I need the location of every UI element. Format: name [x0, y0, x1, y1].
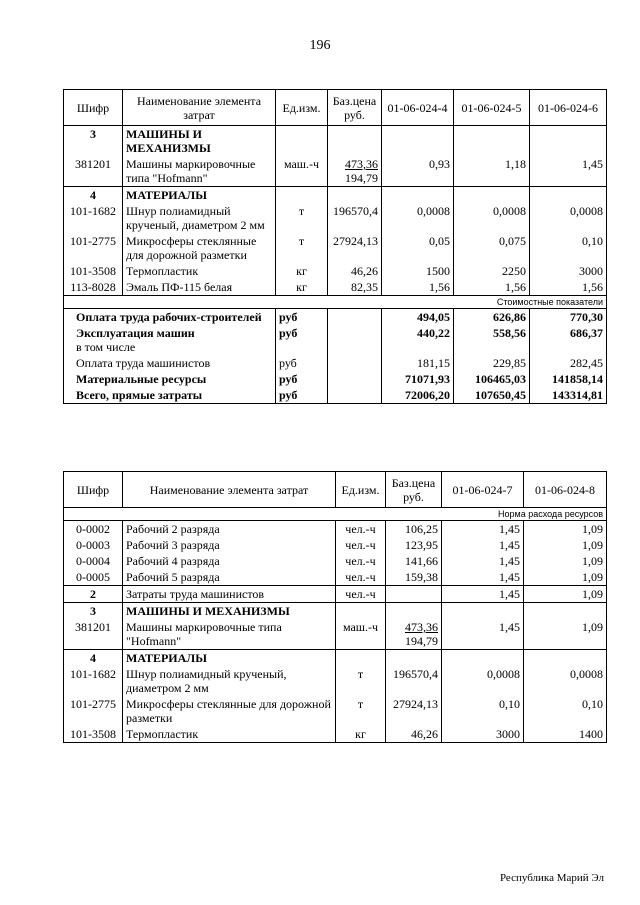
rate-value: 0,05	[382, 233, 454, 263]
resource-unit: т	[336, 666, 386, 696]
resource-unit: т	[276, 203, 328, 233]
cost-value: 107650,45	[454, 387, 530, 404]
section-title: МАТЕРИАЛЫ	[123, 650, 336, 667]
cost-name: Оплата труда машинистов	[64, 355, 276, 371]
rate-value: 0,0008	[442, 666, 524, 696]
resource-table-1	[63, 89, 607, 404]
rate-value: 1,45	[442, 569, 524, 586]
rate-value: 0,0008	[530, 203, 607, 233]
resource-name: Шнур полиамидный крученый, диаметром 2 мм	[123, 203, 276, 233]
col-header-rate: 01-06-024-7	[442, 472, 524, 508]
cost-unit: руб	[276, 325, 328, 355]
resource-name: Рабочий 2 разряда	[123, 521, 336, 538]
table-row	[64, 666, 607, 696]
resource-price: 27924,13	[386, 696, 442, 726]
rate-value: 3000	[442, 726, 524, 743]
price-wage: 194,79	[405, 634, 438, 648]
resource-price: 106,25	[386, 521, 442, 538]
rate-value: 0,0008	[454, 203, 530, 233]
section-title: МАТЕРИАЛЫ	[123, 187, 276, 204]
rate-value: 0,10	[524, 696, 607, 726]
resource-unit: т	[276, 233, 328, 263]
table-row	[64, 569, 607, 586]
resource-code: 381201	[64, 156, 123, 187]
resource-unit: маш.-ч	[276, 156, 328, 187]
col-header-price: Баз.цена руб.	[328, 90, 382, 126]
table-row	[64, 553, 607, 569]
table-row	[64, 521, 607, 538]
col-header-unit: Ед.изм.	[336, 472, 386, 508]
col-header-rate: 01-06-024-6	[530, 90, 607, 126]
cost-name-cell	[64, 325, 276, 355]
resource-unit: чел.-ч	[336, 521, 386, 538]
cost-value: 106465,03	[454, 371, 530, 387]
col-header-code: Шифр	[64, 90, 123, 126]
section-row	[64, 126, 607, 157]
resource-name: Рабочий 4 разряда	[123, 553, 336, 569]
page-footer: Республика Марий Эл	[499, 872, 604, 884]
resource-price: 196570,4	[328, 203, 382, 233]
rate-value: 0,075	[454, 233, 530, 263]
resource-unit: кг	[336, 726, 386, 743]
resource-code: 113-8028	[64, 279, 123, 296]
cost-row	[64, 387, 607, 404]
cost-name: Эксплуатация машин	[76, 326, 195, 340]
rate-value: 1,45	[442, 537, 524, 553]
section-number: 4	[64, 187, 123, 204]
resource-price: 141,66	[386, 553, 442, 569]
section-number: 3	[64, 603, 123, 620]
resource-price: 46,26	[386, 726, 442, 743]
cost-value: 494,05	[382, 309, 454, 326]
cost-value: 143314,81	[530, 387, 607, 404]
resource-price	[386, 619, 442, 650]
resource-unit: чел.-ч	[336, 586, 386, 603]
section-number: 3	[64, 126, 123, 157]
rate-value: 1,09	[524, 569, 607, 586]
table-row	[64, 726, 607, 743]
cost-row	[64, 325, 607, 355]
cost-name: Оплата труда рабочих-строителей	[64, 309, 276, 326]
col-header-name: Наименование элемента затрат	[123, 472, 336, 508]
cost-value: 71071,93	[382, 371, 454, 387]
rate-value: 1,56	[382, 279, 454, 296]
section-row	[64, 650, 607, 667]
table-row	[64, 537, 607, 553]
resource-price	[328, 156, 382, 187]
rate-value: 1,09	[524, 537, 607, 553]
resource-table-2	[63, 471, 607, 743]
col-header-name: Наименование элемента затрат	[123, 90, 276, 126]
rate-value: 3000	[530, 263, 607, 279]
resource-code: 101-1682	[64, 203, 123, 233]
resource-name: Термопластик	[123, 263, 276, 279]
rate-value: 1,09	[524, 586, 607, 603]
table-row	[64, 619, 607, 650]
subheader-row	[64, 296, 607, 309]
section-title: МАШИНЫ И МЕХАНИЗМЫ	[123, 126, 276, 157]
cost-value: 770,30	[530, 309, 607, 326]
table-row	[64, 696, 607, 726]
cost-unit: руб	[276, 355, 328, 371]
price-total: 473,36	[405, 620, 438, 634]
table-row	[64, 263, 607, 279]
resource-code: 101-3508	[64, 726, 123, 743]
section-number: 4	[64, 650, 123, 667]
cost-value: 72006,20	[382, 387, 454, 404]
table-row	[64, 233, 607, 263]
rate-value: 1,09	[524, 619, 607, 650]
rate-value: 1,09	[524, 553, 607, 569]
resource-code: 101-3508	[64, 263, 123, 279]
resource-code: 101-2775	[64, 696, 123, 726]
cost-value: 440,22	[382, 325, 454, 355]
cost-subnote: в том числе	[76, 340, 136, 354]
cost-value: 686,37	[530, 325, 607, 355]
cost-row	[64, 355, 607, 371]
rate-value: 1,09	[524, 521, 607, 538]
resource-unit: чел.-ч	[336, 569, 386, 586]
rate-value: 2250	[454, 263, 530, 279]
resource-name: Машины маркировочные типа "Hofmann"	[123, 619, 336, 650]
col-header-rate: 01-06-024-8	[524, 472, 607, 508]
table-header-row	[64, 90, 607, 126]
rate-value: 1,45	[442, 619, 524, 650]
resource-code: 0-0002	[64, 521, 123, 538]
section-row	[64, 187, 607, 204]
table-row	[64, 203, 607, 233]
rate-value: 1400	[524, 726, 607, 743]
cost-value: 181,15	[382, 355, 454, 371]
col-header-unit: Ед.изм.	[276, 90, 328, 126]
resource-name: Машины маркировочные типа "Hofmann"	[123, 156, 276, 187]
rate-value: 1,45	[442, 553, 524, 569]
resource-name: Рабочий 5 разряда	[123, 569, 336, 586]
cost-name: Всего, прямые затраты	[64, 387, 276, 404]
cost-unit: руб	[276, 309, 328, 326]
section-row	[64, 586, 607, 603]
page-number: 196	[309, 38, 331, 53]
cost-unit: руб	[276, 371, 328, 387]
cost-indicators-label: Стоимостные показатели	[64, 296, 607, 309]
rate-value: 1500	[382, 263, 454, 279]
resource-code: 101-1682	[64, 666, 123, 696]
rate-value: 1,56	[454, 279, 530, 296]
cost-value: 282,45	[530, 355, 607, 371]
resource-unit: маш.-ч	[336, 619, 386, 650]
resource-name: Рабочий 3 разряда	[123, 537, 336, 553]
section-number: 2	[64, 586, 123, 603]
col-header-rate: 01-06-024-5	[454, 90, 530, 126]
rate-value: 0,0008	[524, 666, 607, 696]
resource-name: Микросферы стеклянные для дорожной разметки	[123, 696, 336, 726]
resource-price: 27924,13	[328, 233, 382, 263]
resource-unit: чел.-ч	[336, 553, 386, 569]
cost-row	[64, 309, 607, 326]
resource-price: 82,35	[328, 279, 382, 296]
table-row	[64, 279, 607, 296]
resource-unit: чел.-ч	[336, 537, 386, 553]
section-row	[64, 603, 607, 620]
cost-name: Материальные ресурсы	[64, 371, 276, 387]
col-header-price: Баз.цена руб.	[386, 472, 442, 508]
price-total: 473,36	[345, 157, 378, 171]
rate-value: 1,45	[442, 521, 524, 538]
cost-value: 558,56	[454, 325, 530, 355]
resource-code: 0-0005	[64, 569, 123, 586]
cost-unit: руб	[276, 387, 328, 404]
resource-name: Термопластик	[123, 726, 336, 743]
resource-price: 159,38	[386, 569, 442, 586]
resource-price: 196570,4	[386, 666, 442, 696]
rate-value: 1,45	[442, 586, 524, 603]
resource-code: 101-2775	[64, 233, 123, 263]
table-header-row	[64, 472, 607, 508]
resource-norm-label: Норма расхода ресурсов	[64, 508, 607, 521]
rate-value: 1,18	[454, 156, 530, 187]
resource-unit: т	[336, 696, 386, 726]
rate-value: 0,93	[382, 156, 454, 187]
table-row	[64, 156, 607, 187]
price-wage: 194,79	[345, 171, 378, 185]
col-header-code: Шифр	[64, 472, 123, 508]
section-title: Затраты труда машинистов	[123, 586, 336, 603]
col-header-rate: 01-06-024-4	[382, 90, 454, 126]
rate-value: 1,56	[530, 279, 607, 296]
resource-unit: кг	[276, 263, 328, 279]
cost-value: 229,85	[454, 355, 530, 371]
resource-code: 0-0004	[64, 553, 123, 569]
cost-row	[64, 371, 607, 387]
cost-value: 141858,14	[530, 371, 607, 387]
resource-name: Микросферы стеклянные для дорожной разметки	[123, 233, 276, 263]
resource-price: 123,95	[386, 537, 442, 553]
rate-value: 0,0008	[382, 203, 454, 233]
resource-code: 381201	[64, 619, 123, 650]
section-title: МАШИНЫ И МЕХАНИЗМЫ	[123, 603, 336, 620]
subheader-row	[64, 508, 607, 521]
rate-value: 0,10	[442, 696, 524, 726]
resource-name: Шнур полиамидный крученый, диаметром 2 мм	[123, 666, 336, 696]
rate-value: 0,10	[530, 233, 607, 263]
resource-unit: кг	[276, 279, 328, 296]
resource-code: 0-0003	[64, 537, 123, 553]
rate-value: 1,45	[530, 156, 607, 187]
resource-price: 46,26	[328, 263, 382, 279]
cost-value: 626,86	[454, 309, 530, 326]
resource-name: Эмаль ПФ-115 белая	[123, 279, 276, 296]
